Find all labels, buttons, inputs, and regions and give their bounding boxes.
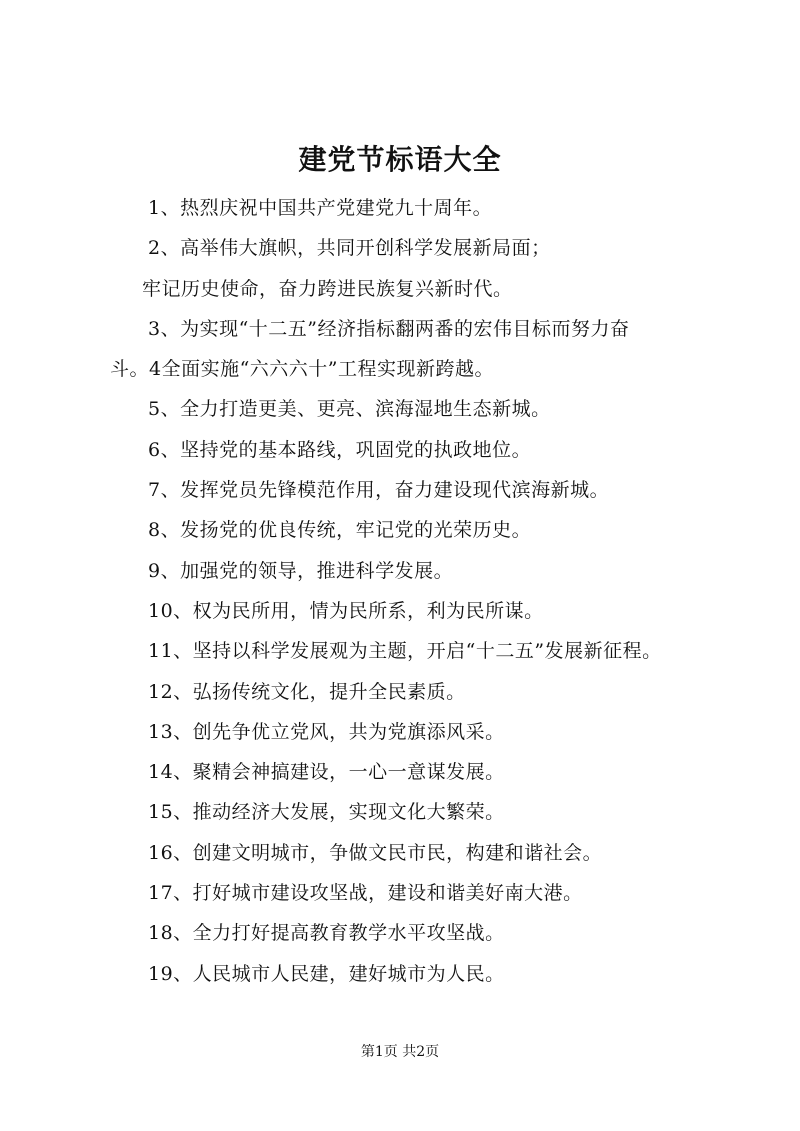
text-line: 19、人民城市人民建，建好城市为人民。: [148, 962, 505, 985]
text-line: 17、打好城市建设攻坚战，建设和谐美好南大港。: [148, 882, 583, 905]
text-line: 7、发挥党员先锋模范作用，奋力建设现代滨海新城。: [148, 479, 610, 502]
text-line: 15、推动经济大发展，实现文化大繁荣。: [148, 801, 505, 824]
text-line: 14、聚精会神搞建设，一心一意谋发展。: [148, 761, 505, 784]
text-line: 2、高举伟大旗帜，共同开创科学发展新局面；: [148, 237, 551, 260]
text-line: 10、权为民所用，情为民所系，利为民所谋。: [148, 599, 544, 622]
text-line: 5、全力打造更美、更亮、滨海湿地生态新城。: [148, 398, 551, 421]
text-line: 1、热烈庆祝中国共产党建党九十周年。: [148, 197, 493, 219]
text-line: 8、发扬党的优良传统，牢记党的光荣历史。: [148, 519, 532, 542]
text-line: 9、加强党的领导，推进科学发展。: [148, 559, 454, 582]
text-line: 13、创先争优立党风，共为党旗添风采。: [148, 720, 505, 743]
document-title: 建党节标语大全: [298, 143, 502, 176]
text-line: 11、坚持以科学发展观为主题，开启“十二五”发展新征程。: [148, 640, 662, 663]
text-line: 斗。4全面实施“六六六十”工程实现新跨越。: [110, 358, 495, 381]
text-line: 16、创建文明城市，争做文民市民，构建和谐社会。: [148, 841, 603, 864]
text-line: 18、全力打好提高教育教学水平攻坚战。: [148, 922, 505, 945]
document-body: [110, 188, 710, 994]
text-line: 牢记历史使命，奋力跨进民族复兴新时代。: [142, 277, 513, 300]
text-line: 6、坚持党的基本路线，巩固党的执政地位。: [148, 438, 532, 461]
page-number-footer: 第1页 共2页: [360, 1044, 440, 1060]
text-line: 3、为实现“十二五”经济指标翻两番的宏伟目标而努力奋: [148, 317, 630, 340]
text-line: 12、弘扬传统文化，提升全民素质。: [148, 680, 466, 703]
